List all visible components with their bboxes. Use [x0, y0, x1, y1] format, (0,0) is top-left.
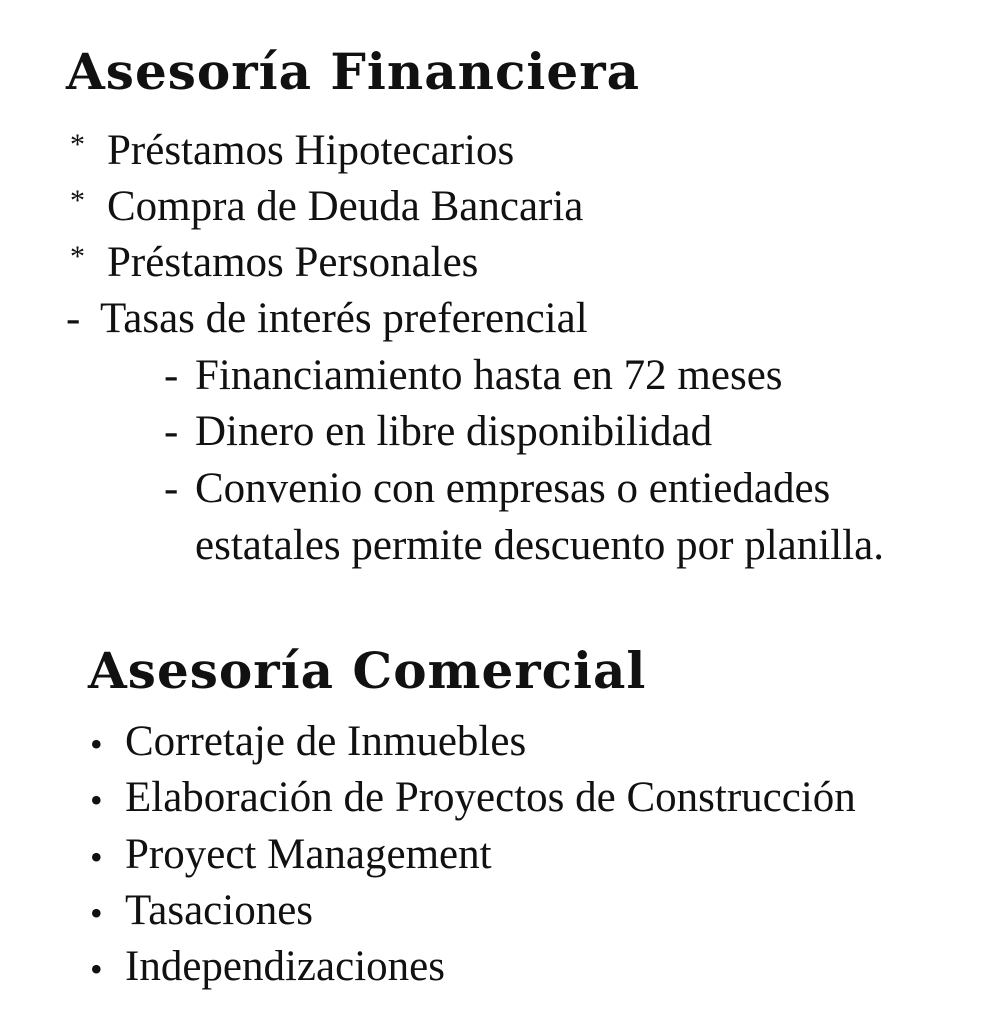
- bullet-icon: •: [90, 837, 103, 877]
- dash-icon: -: [164, 408, 179, 455]
- list-item-continuation: estatales permite descuento por planilla.: [195, 522, 884, 569]
- section-title-comercial: Asesoría Comercial: [88, 641, 647, 700]
- list-item-label: Dinero en libre disponibilidad: [195, 408, 713, 455]
- dash-icon: -: [164, 465, 179, 512]
- list-item-label: Financiamiento hasta en 72 meses: [195, 352, 783, 399]
- list-item-label: Compra de Deuda Bancaria: [107, 183, 584, 230]
- bullet-icon: •: [90, 949, 103, 989]
- list-item-label: Préstamos Personales: [107, 239, 479, 286]
- bullet-icon: •: [90, 724, 103, 764]
- dash-icon: -: [164, 352, 179, 399]
- list-item-label: Tasaciones: [125, 887, 314, 934]
- list-item-label: Corretaje de Inmuebles: [125, 718, 527, 765]
- dash-icon: -: [66, 295, 81, 342]
- list-item-label: Convenio con empresas o entiedades: [195, 465, 831, 512]
- star-icon: *: [70, 240, 85, 273]
- star-icon: *: [70, 128, 85, 161]
- list-item-label: Elaboración de Proyectos de Construcción: [125, 774, 856, 821]
- bullet-icon: •: [90, 893, 103, 933]
- list-item-label: Préstamos Hipotecarios: [107, 127, 515, 174]
- list-item-label: Independizaciones: [125, 943, 445, 990]
- section-title-financiera: Asesoría Financiera: [66, 42, 640, 101]
- star-icon: *: [70, 184, 85, 217]
- list-item-label: Proyect Management: [125, 831, 492, 878]
- bullet-icon: •: [90, 780, 103, 820]
- list-item-label: Tasas de interés preferencial: [100, 295, 588, 342]
